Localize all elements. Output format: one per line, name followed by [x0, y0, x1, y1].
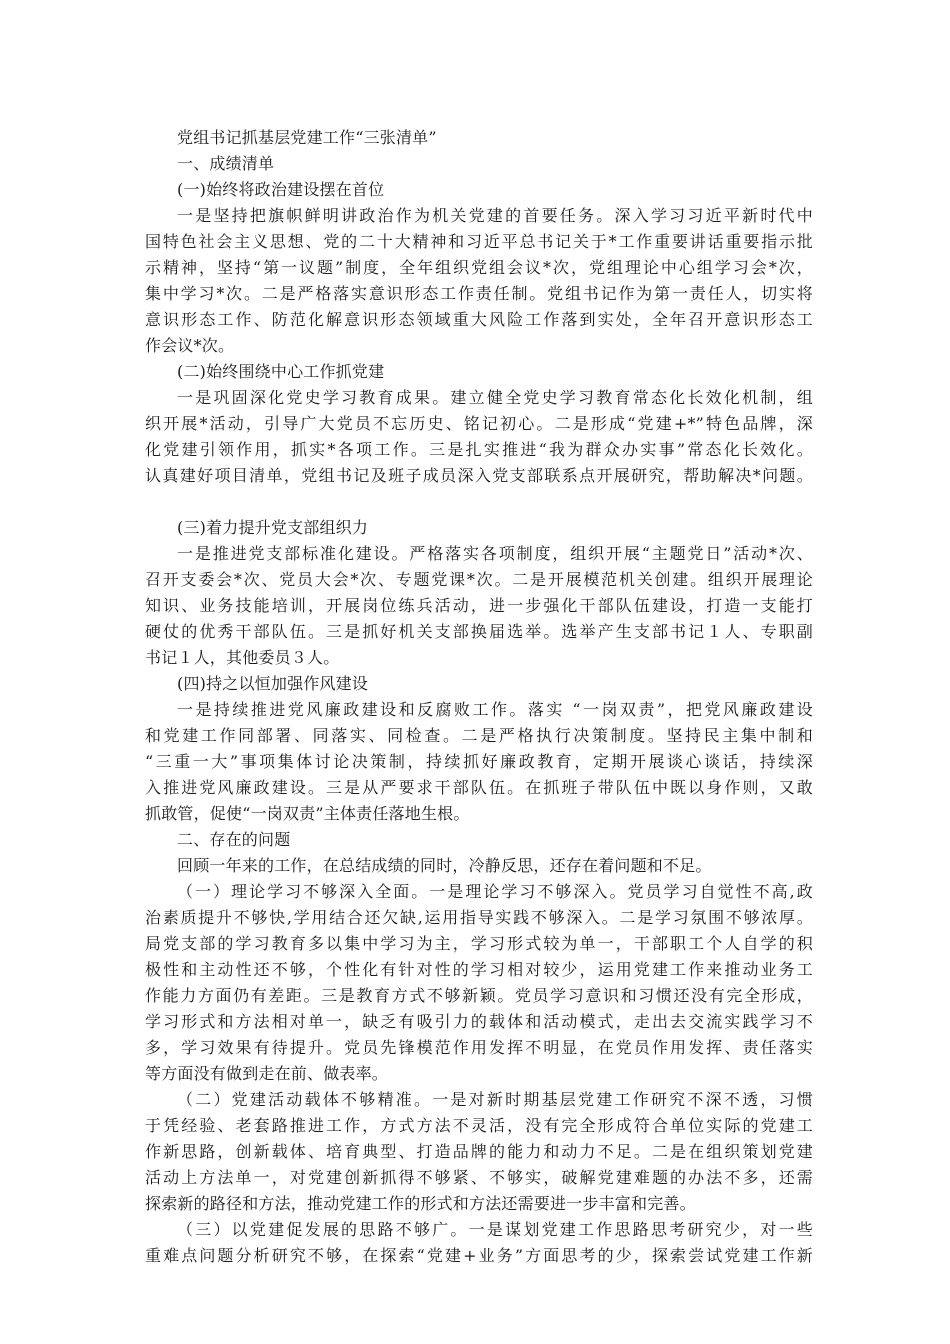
paragraph-line: 入推进党风廉政建设。三是从严要求干部队伍。在抓班子带队伍中既以身作则，又敢 — [145, 778, 813, 797]
paragraph-line: 探索新的路径和方法，推动党建工作的形式和方法还需要进一步丰富和完善。 — [145, 1194, 696, 1213]
paragraph-line: 硬仗的优秀干部队伍。三是抓好机关支部换届选举。选举产生支部书记１人、专职副 — [145, 622, 813, 641]
paragraph-line: 意识形态工作、防范化解意识形态领域重大风险工作落到实处，全年召开意识形态工 — [145, 310, 813, 329]
paragraph-line: 化党建引领作用，抓实*各项工作。三是扎实推进“我为群众办实事”常态化长效化。 — [145, 440, 813, 459]
paragraph-line: 重难点问题分析研究不够，在探索“党建+业务”方面思考的少，探索尝试党建工作新 — [145, 1246, 813, 1265]
paragraph-line: “三重一大”事项集体讨论决策制，持续抓好廉政教育，定期开展谈心谈话，持续深 — [145, 752, 813, 771]
paragraph-line: 集中学习*次。二是严格落实意识形态工作责任制。党组书记作为第一责任人，切实将 — [145, 284, 813, 303]
paragraph-line: 一是持续推进党风廉政建设和反腐败工作。落实 “一岗双责”，把党风廉政建设 — [177, 700, 813, 719]
paragraph-line: （二）党建活动载体不够精准。一是对新时期基层党建工作研究不深不透，习惯 — [177, 1090, 813, 1109]
paragraph-line: 作会议*次。 — [145, 336, 235, 355]
document-title: 党组书记抓基层党建工作“三张清单” — [177, 128, 437, 147]
section-heading-problems: 二、存在的问题 — [177, 830, 291, 849]
paragraph-line: 召开支委会*次、党员大会*次、专题党课*次。二是开展模范机关创建。组织开展理论 — [145, 570, 813, 589]
paragraph-line: 局党支部的学习教育多以集中学习为主，学习形式较为单一，干部职工个人自学的积 — [145, 934, 813, 953]
subheading-political-building: (一)始终将政治建设摆在首位 — [177, 180, 385, 199]
paragraph-intro: 回顾一年来的工作，在总结成绩的同时，冷静反思，还存在着问题和不足。 — [177, 856, 712, 875]
document-body — [145, 125, 813, 1269]
paragraph-line: 书记１人，其他委员３人。 — [145, 648, 340, 667]
paragraph-line: 一是巩固深化党史学习教育成果。建立健全党史学习教育常态化长效化机制，组 — [177, 388, 813, 407]
paragraph-line: 织开展*活动，引导广大党员不忘历史、铭记初心。二是形成“党建+*”特色品牌，深 — [145, 414, 813, 433]
paragraph-line: 和党建工作同部署、同落实、同检查。二是严格执行决策制度。坚持民主集中制和 — [145, 726, 813, 745]
paragraph-line: （一）理论学习不够深入全面。一是理论学习不够深入。党员学习自觉性不高,政 — [177, 882, 813, 901]
paragraph-line: 作新思路，创新载体、培育典型、打造品牌的能力和动力不足。二是在组织策划党建 — [145, 1142, 813, 1161]
paragraph-line: 学习形式和方法相对单一，缺乏有吸引力的载体和活动模式，走出去交流实践学习不 — [145, 1012, 813, 1031]
paragraph-line: 国特色社会主义思想、党的二十大精神和习近平总书记关于*工作重要讲话重要指示批 — [145, 232, 813, 251]
paragraph-line: 多，学习效果有待提升。党员先锋模范作用发挥不明显，在党员作用发挥、责任落实 — [145, 1038, 813, 1057]
paragraph-line: 于凭经验、老套路推进工作，方式方法不灵活，没有完全形成符合单位实际的党建工 — [145, 1116, 813, 1135]
paragraph-line: 等方面没有做到走在前、做表率。 — [145, 1064, 389, 1083]
paragraph-line: 抓敢管，促使“一岗双责”主体责任落地生根。 — [145, 804, 470, 823]
paragraph-line: 治素质提升不够快,学用结合还欠缺,运用指导实践不够深入。二是学习氛围不够浓厚。 — [145, 908, 813, 927]
paragraph-line: 一是推进党支部标准化建设。严格落实各项制度，组织开展“主题党日”活动*次、 — [177, 544, 813, 563]
paragraph-line: 作能力方面仍有差距。三是教育方式不够新颖。党员学习意识和习惯还没有完全形成， — [145, 986, 813, 1005]
paragraph-line: 示精神，坚持“第一议题”制度，全年组织党组会议*次，党组理论中心组学习会*次， — [145, 258, 813, 277]
paragraph-line: 知识、业务技能培训，开展岗位练兵活动，进一步强化干部队伍建设，打造一支能打 — [145, 596, 813, 615]
paragraph-line: 活动上方法单一，对党建创新抓得不够紧、不够实，破解党建难题的办法不多，还需 — [145, 1168, 813, 1187]
paragraph-line: 认真建好项目清单，党组书记及班子成员深入党支部联系点开展研究，帮助解决*问题。 — [145, 466, 813, 485]
paragraph-line: 一是坚持把旗帜鲜明讲政治作为机关党建的首要任务。深入学习习近平新时代中 — [177, 206, 813, 225]
blank-line — [145, 489, 813, 515]
paragraph-line: （三）以党建促发展的思路不够广。一是谋划党建工作思路思考研究少，对一些 — [177, 1220, 813, 1239]
section-heading-achievements: 一、成绩清单 — [177, 154, 275, 173]
subheading-work-style: (四)持之以恒加强作风建设 — [177, 674, 369, 693]
paragraph-line: 极性和主动性还不够，个性化有针对性的学习相对较少，运用党建工作来推动业务工 — [145, 960, 813, 979]
subheading-center-work: (二)始终围绕中心工作抓党建 — [177, 362, 385, 381]
subheading-branch-organization: (三)着力提升党支部组织力 — [177, 518, 369, 537]
